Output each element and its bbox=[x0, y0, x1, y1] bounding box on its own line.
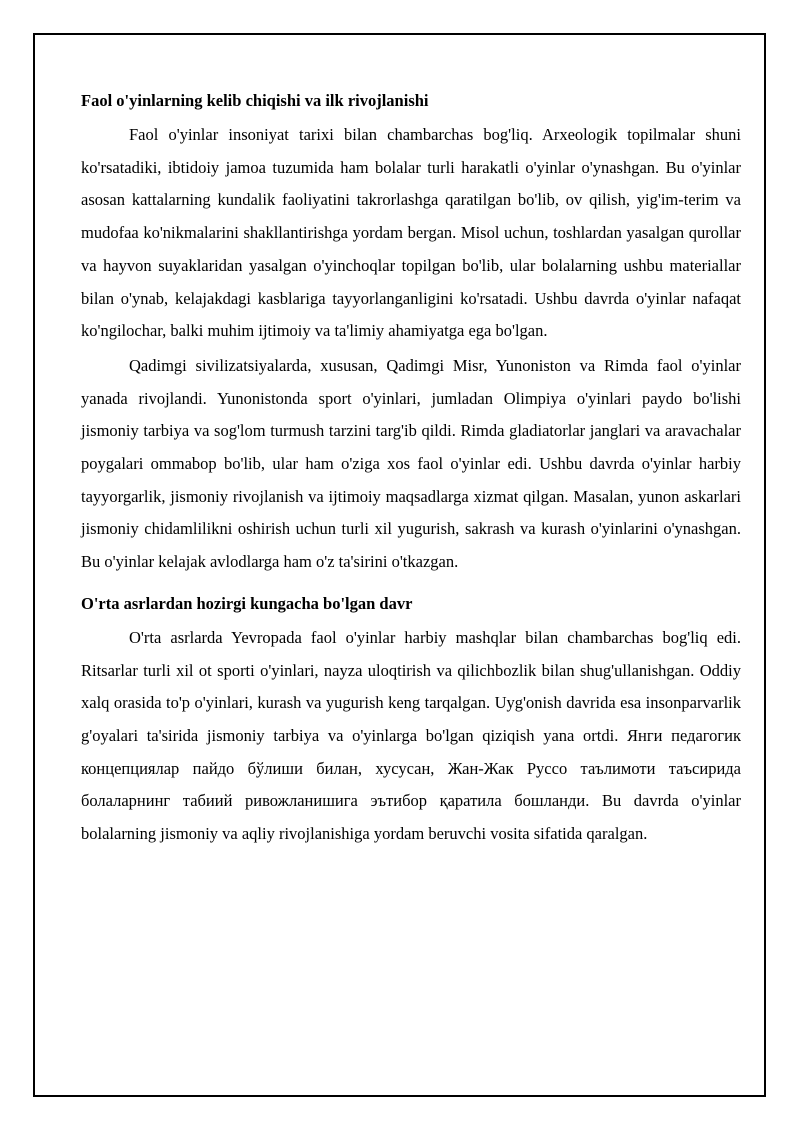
document-body bbox=[81, 60, 741, 851]
section-heading-middle-ages: O'rta asrlardan hozirgi kungacha bo'lgan davr bbox=[81, 593, 413, 613]
paragraph-ancient-civilizations: Qadimgi sivilizatsiyalarda, xususan, Qadimgi Misr, Yunoniston va Rimda faol o'yinlar yanada rivojlandi. Yunonistonda sport o'yinlari, jumladan Olimpiya o'yinlari paydo bo'lishi jismoniy tarbiya va sog'lom turmush tarzini targ'ib qildi. Rimda gladiatorlar janglari va aravachalar poygalari ommabop bo'lib, ular ham o'ziga xos faol o'yinlar edi. Ushbu davrda o'yinlar harbiy tayyorgarlik, jismoniy rivojlanish va ijtimoiy maqsadlarga xizmat qilgan. Masalan, yunon askarlari jismoniy chidamlilikni oshirish uchun turli xil yugurish, sakrash va kurash o'yinlarini o'ynashgan. Bu o'yinlar kelajak avlodlarga ham o'z ta'sirini o'tkazgan. bbox=[81, 355, 741, 572]
paragraph-middle-ages-to-present: O'rta asrlarda Yevropada faol o'yinlar harbiy mashqlar bilan chambarchas bog'liq edi. Ritsarlar turli xil ot sporti o'yinlari, nayza uloqtirish va qilichbozlik bilan shug'ullanishgan. Oddiy xalq orasida to'p o'yinlari, kurash va yugurish keng tarqalgan. Uyg'onish davrida esa insonparvarlik g'oyalari ta'sirida jismoniy tarbiya va o'yinlarga bo'lgan qiziqish yana ortdi. Янги педагогик концепциялар пайдо бўлиши билан, хусусан, Жан-Жак Руссо таълимоти таъсирида болаларнинг табиий ривожланишига эътибор қаратила бошланди. Bu davrda o'yinlar bolalarning jismoniy va aqliy rivojlanishiga yordam beruvchi vosita sifatida qaralgan. bbox=[81, 627, 741, 844]
section-heading-origins: Faol o'yinlarning kelib chiqishi va ilk rivojlanishi bbox=[81, 91, 429, 110]
paragraph-prehistoric-games: Faol o'yinlar insoniyat tarixi bilan chambarchas bog'liq. Arxeologik topilmalar shuni ko'rsatadiki, ibtidoiy jamoa tuzumida ham bolalar turli harakatli o'yinlar o'ynashgan. Bu o'yinlar asosan kattalarning kundalik faoliyatini takrorlashga qaratilgan bo'lib, ov qilish, yig'im-terim va mudofaa ko'nikmalarini shakllantirishga yordam bergan. Misol uchun, toshlardan yasalgan qurollar va hayvon suyaklaridan yasalgan o'yinchoqlar topilgan bo'lib, ular bolalarning ushbu materiallar bilan o'ynab, kelajakdagi kasblariga tayyorlanganligini ko'rsatadi. Ushbu davrda o'yinlar nafaqat ko'ngilochar, balki muhim ijtimoiy va ta'limiy ahamiyatga ega bo'lgan. bbox=[81, 125, 741, 341]
